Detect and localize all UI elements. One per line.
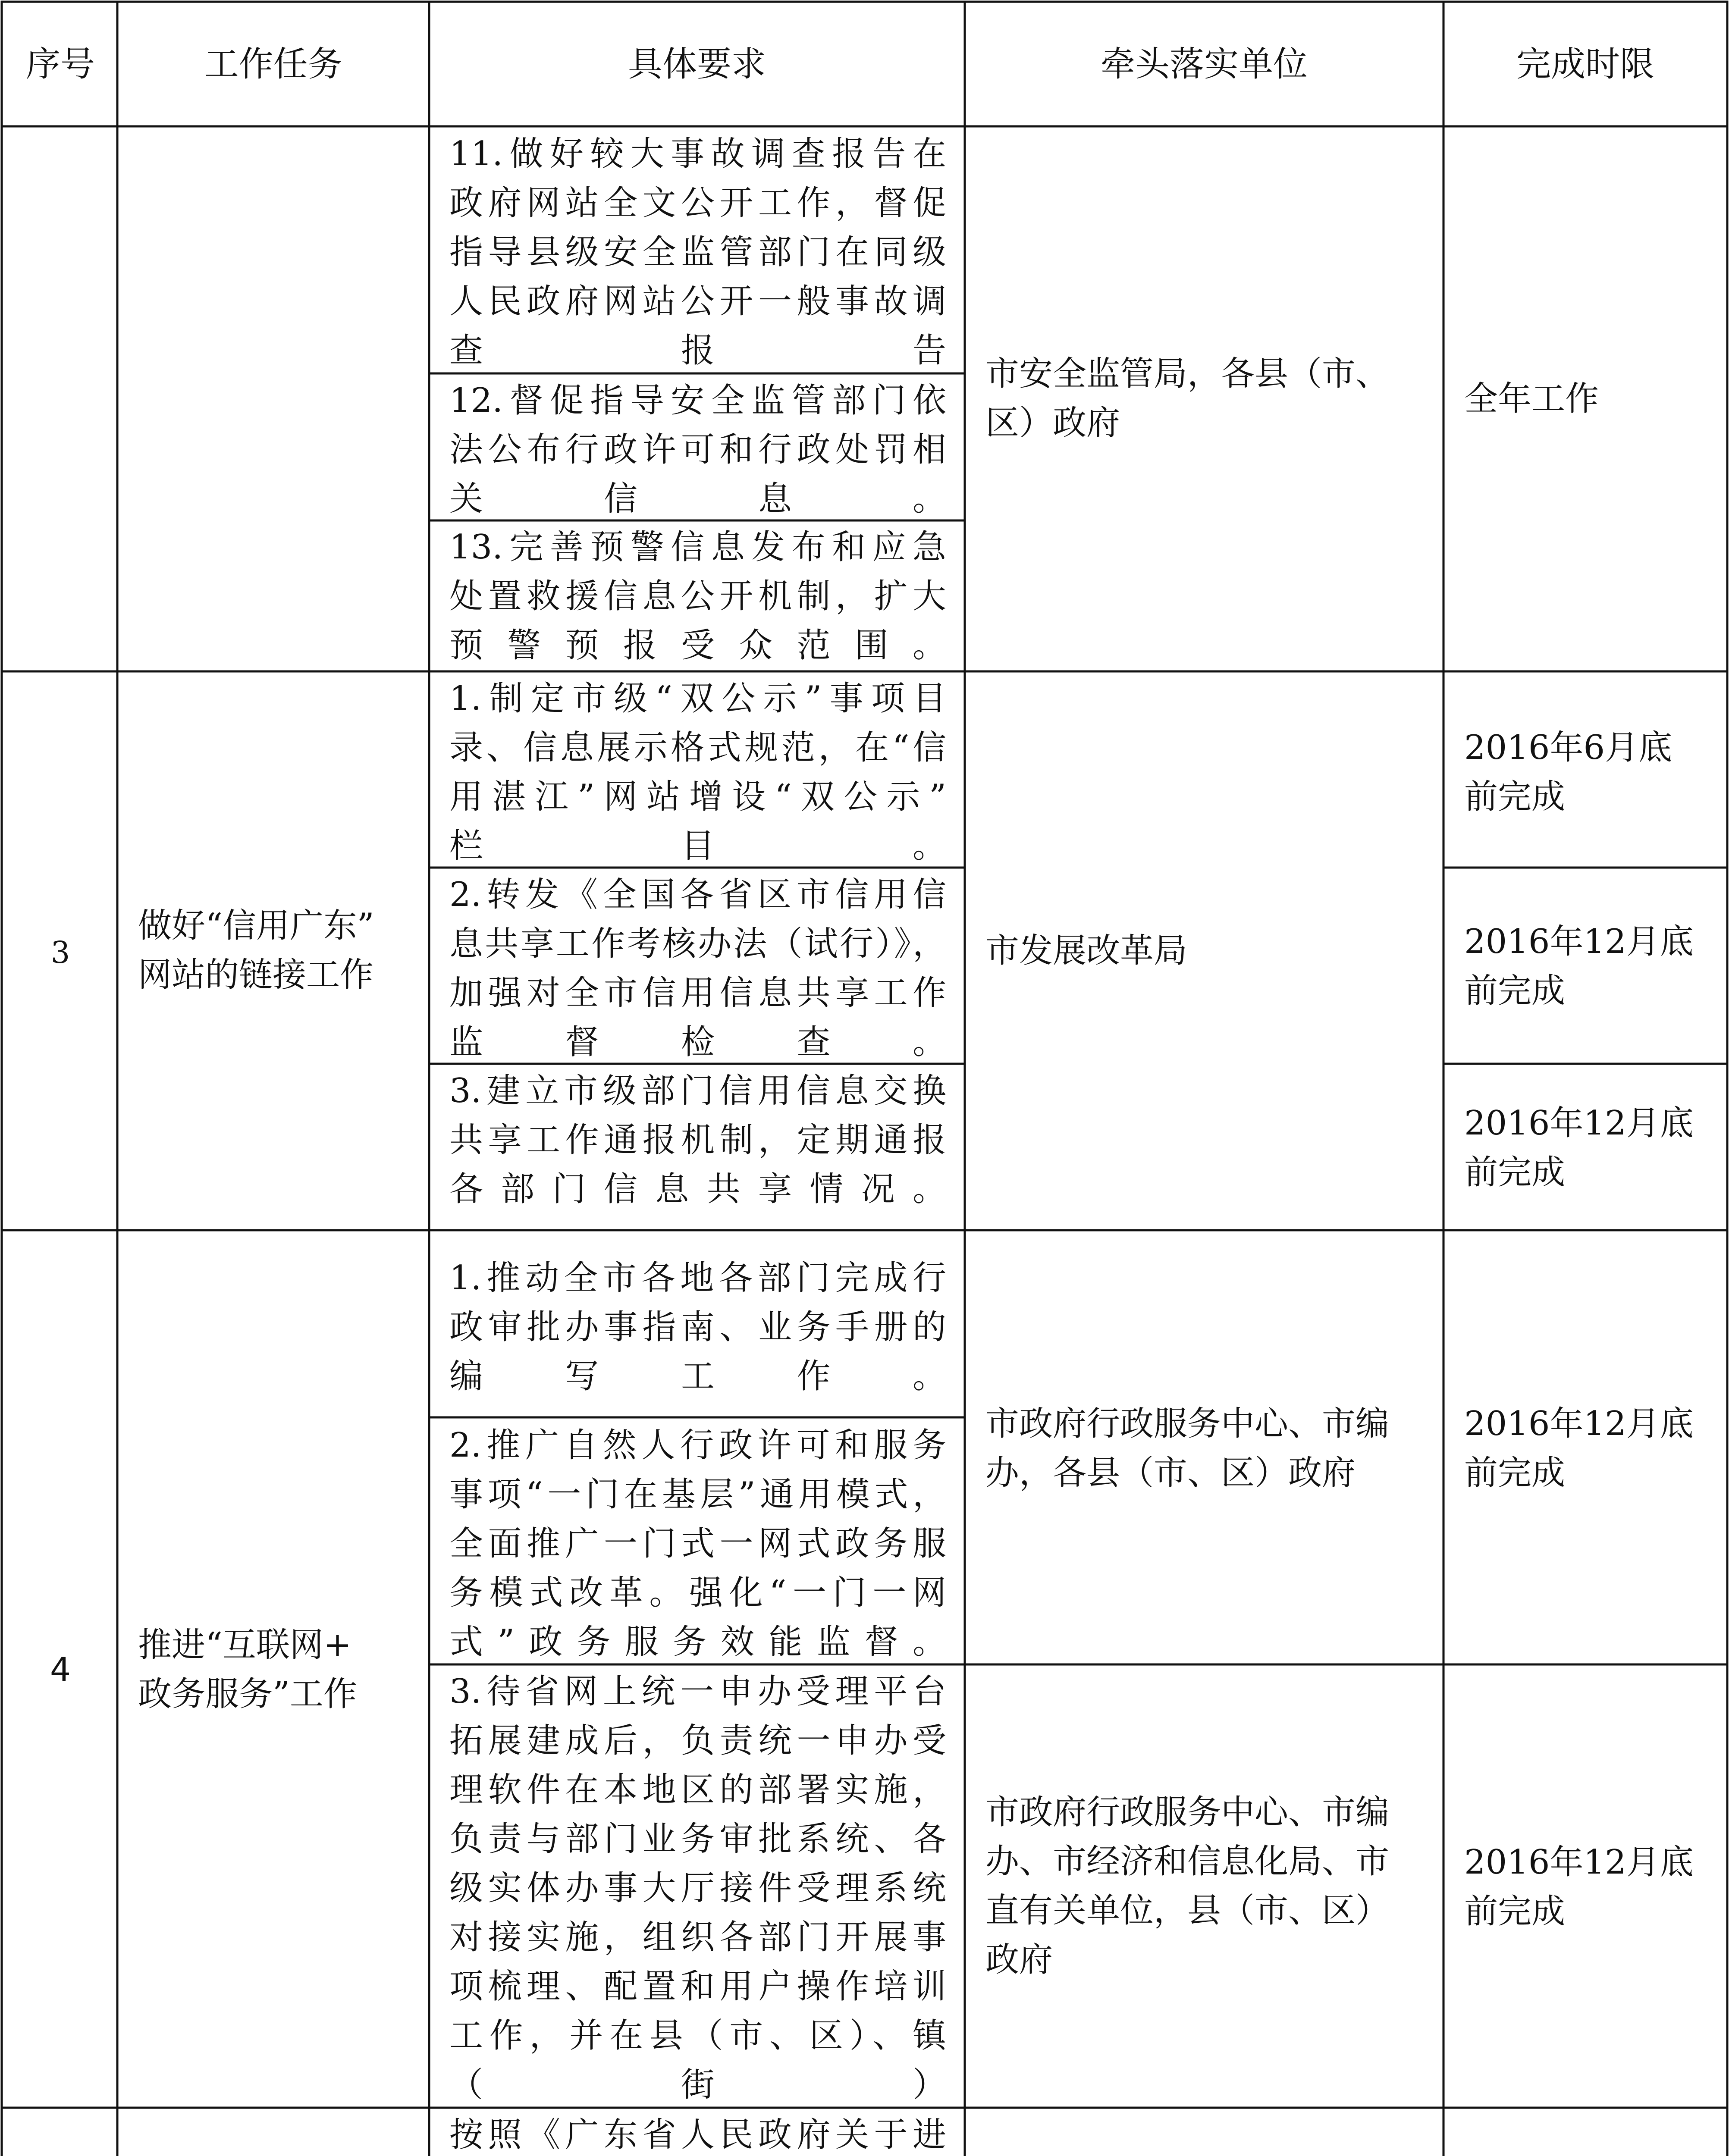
requirement-cell: 11.做好较大事故调查报告在 政府网站全文公开工作，督促 指导县级安全监管部门在同级 人民政府网站公开一般事故调 查报告 [449,135,946,370]
requirement-cell: 1.推动全市各地各部门完成行 政审批办事指南、业务手册的 编写工作。 [449,1259,946,1396]
deadline-cell: 2016年12月底 前完成 [1464,1404,1694,1492]
row-seq: 3 [50,935,70,970]
requirement-cell: 1.制定市级“双公示”事项目 录、信息展示格式规范，在“信 用湛江”网站增设“双公示” 栏目。 [449,679,946,865]
header-seq: 序号 [26,44,95,84]
unit-cell: 市安全监管局，各县（市、 区）政府 [985,354,1390,442]
task-cell: 做好“信用广东” 网站的链接工作 [138,906,374,994]
unit-cell: 市发展改革局 [985,931,1188,970]
requirement-cell: 13.完善预警信息发布和应急 处置救援信息公开机制，扩大 预警预报受众范围。 [449,528,946,665]
header-requirement: 具体要求 [628,44,766,84]
requirement-cell: 按照《广东省人民政府关于进 [449,2115,946,2154]
deadline-cell: 全年工作 [1464,379,1599,418]
deadline-cell: 2016年6月底 前完成 [1464,728,1673,816]
header-unit: 牵头落实单位 [1101,44,1308,84]
unit-cell: 市政府行政服务中心、市编 办，各县（市、区）政府 [985,1404,1390,1492]
requirement-cell: 3.待省网上统一申办受理平台 拓展建成后，负责统一申办受 理软件在本地区的部署实施， 负责与部门业务审批系统、各 级实体办事大厅接件受理系统 对接实施，组织各部门开展事 项梳理、配置和用户操作培训 工作，并在县（市、区）、镇（街） [449,1672,946,2104]
deadline-cell: 2016年12月底 前完成 [1464,1843,1694,1931]
deadline-cell: 2016年12月底 前完成 [1464,922,1694,1010]
requirement-cell: 3.建立市级部门信用信息交换 共享工作通报机制，定期通报 各部门信息共享情况。 [449,1072,946,1209]
deadline-cell: 2016年12月底 前完成 [1464,1104,1694,1192]
requirement-cell: 12.督促指导安全监管部门依 法公布行政许可和行政处罚相 关信息。 [449,381,946,518]
task-cell: 推进“互联网+ 政务服务”工作 [138,1626,357,1714]
requirement-cell: 2.推广自然人行政许可和服务 事项“一门在基层”通用模式， 全面推广一门式一网式政务服 务模式改革。强化“一门一网 式”政务服务效能监督。 [449,1426,946,1661]
header-deadline: 完成时限 [1516,44,1654,84]
row-seq: 4 [50,1650,71,1689]
requirement-cell: 2.转发《全国各省区市信用信 息共享工作考核办法（试行）》， 加强对全市信用信息共享工作 监督检查。 [449,875,946,1062]
header-task: 工作任务 [204,44,342,84]
unit-cell: 市政府行政服务中心、市编 办、市经济和信息化局、市 直有关单位，县（市、区） 政府 [985,1793,1390,1979]
